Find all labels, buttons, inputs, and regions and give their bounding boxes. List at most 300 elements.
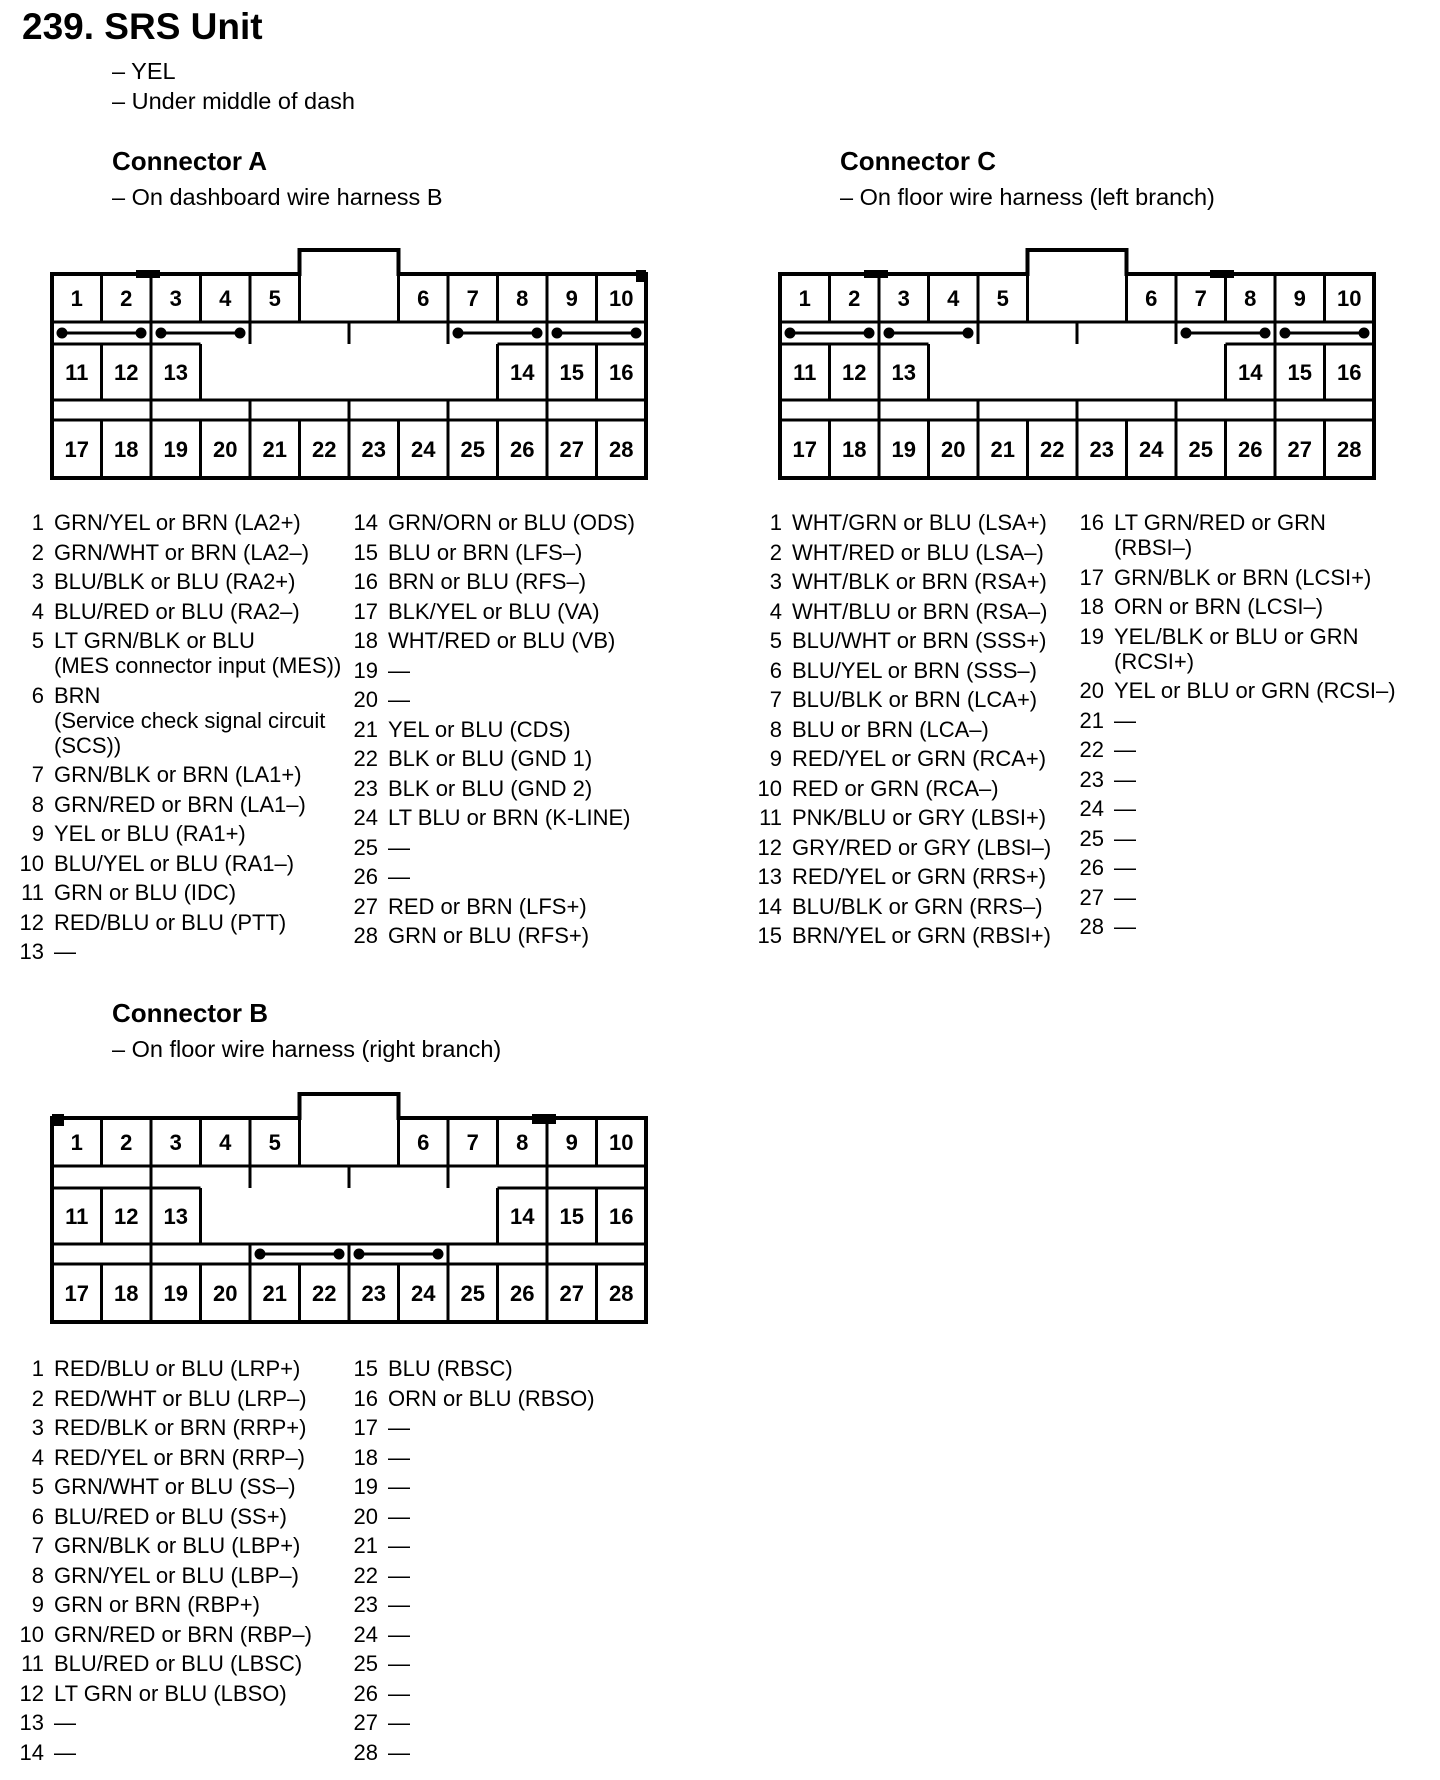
- pin-number: 14: [757, 893, 782, 919]
- pin-description: RED or BRN (LFS+): [388, 893, 587, 919]
- pin-row: [752, 626, 1082, 656]
- pin-description: BLU/YEL or BLU (RA1–): [54, 850, 295, 876]
- pin-row: [348, 1472, 658, 1502]
- pin-row: [752, 685, 1082, 715]
- pin-description: RED/YEL or BRN (RRP–): [54, 1444, 306, 1470]
- pin-number: 1: [70, 1130, 83, 1155]
- pin-number: 25: [353, 1651, 378, 1676]
- shorting-bar-end: [532, 328, 542, 338]
- pin-row: [348, 1679, 658, 1709]
- pin-number: 19: [1079, 623, 1104, 649]
- pin-description: —: [388, 1592, 410, 1617]
- pin-row: [348, 1561, 658, 1591]
- pin-number: 16: [609, 1204, 634, 1229]
- pin-number: 27: [559, 1281, 584, 1306]
- pin-number: 5: [268, 1130, 281, 1155]
- pin-description: GRN/WHT or BRN (LA2–): [54, 539, 310, 565]
- pin-row: [752, 656, 1082, 686]
- pin-description: WHT/GRN or BLU (LSA+): [792, 510, 1047, 535]
- pin-number: 2: [769, 539, 782, 565]
- pin-description: PNK/BLU or GRY (LBSI+): [792, 805, 1047, 830]
- pin-row: [752, 538, 1082, 568]
- pin-row: [14, 1413, 344, 1443]
- pin-description: —: [388, 864, 410, 889]
- shorting-bar-end: [334, 1249, 344, 1259]
- pin-number: 27: [353, 1710, 378, 1735]
- connector-b-location: – On floor wire harness (right branch): [112, 1036, 502, 1062]
- pin-description: —: [388, 657, 410, 683]
- pin-description: BLK or BLU (GND 2): [388, 775, 593, 801]
- pin-row: [752, 508, 1082, 538]
- pin-description: LT GRN/RED or GRN: [1114, 510, 1326, 535]
- pin-number: 21: [990, 437, 1015, 462]
- pin-number: 14: [510, 1204, 535, 1229]
- shorting-bar-end: [963, 328, 973, 338]
- latch-mark: [52, 1114, 64, 1126]
- pin-number: 10: [1337, 286, 1362, 311]
- pin-number: 10: [609, 1130, 634, 1155]
- pin-description: WHT/BLK or BRN (RSA+): [792, 569, 1047, 594]
- pin-description: RED/BLK or BRN (RRP+): [54, 1415, 307, 1440]
- connector-b-pin-list-left: [14, 1354, 344, 1767]
- pin-number: 9: [565, 1130, 578, 1155]
- pin-row: [348, 1502, 658, 1532]
- pin-row: [1074, 853, 1434, 883]
- shorting-bar-end: [864, 328, 874, 338]
- pin-number: 21: [1079, 707, 1104, 733]
- pin-number: 24: [353, 1621, 378, 1647]
- pin-description: ORN or BRN (LCSI–): [1114, 594, 1324, 619]
- connector-a-pin-list-right: [348, 508, 658, 951]
- pin-row: [1074, 912, 1434, 942]
- pin-description: BLU or BRN (LCA–): [792, 716, 989, 742]
- pin-row: [14, 878, 344, 908]
- pin-number: 26: [353, 1680, 378, 1706]
- connector-c-pin-list-left: [752, 508, 1082, 951]
- pin-number: 17: [1079, 564, 1104, 590]
- pin-number: 9: [31, 1592, 44, 1617]
- pin-number: 1: [31, 510, 44, 535]
- pin-row: [14, 790, 344, 820]
- pin-description: —: [388, 834, 410, 860]
- pin-number: 14: [1238, 360, 1263, 385]
- pin-number: 22: [353, 746, 378, 771]
- pin-number: 5: [769, 628, 782, 653]
- shorting-bar-end: [1280, 328, 1290, 338]
- pin-number: 7: [1194, 286, 1207, 311]
- pin-number: 26: [353, 864, 378, 889]
- pin-number: 25: [1188, 437, 1213, 462]
- pin-description: GRN/ORN or BLU (ODS): [388, 510, 635, 535]
- pin-row: [348, 1649, 658, 1679]
- pin-number: 15: [353, 1356, 378, 1381]
- pin-number: 4: [769, 598, 782, 624]
- pin-number: 4: [219, 286, 232, 311]
- pin-description: —: [388, 1651, 410, 1676]
- cavity-divider: [929, 344, 1226, 400]
- pin-row: [752, 833, 1082, 863]
- pin-description: —: [388, 1474, 410, 1499]
- pin-number: 1: [769, 510, 782, 535]
- pin-number: 23: [361, 437, 386, 462]
- pin-number: 24: [411, 1281, 436, 1306]
- pin-number: 12: [757, 834, 782, 860]
- pin-row: [14, 1443, 344, 1473]
- pin-row: [752, 774, 1082, 804]
- pin-number: 25: [1079, 825, 1104, 851]
- pin-number: 8: [516, 1130, 529, 1155]
- pin-description: —: [388, 1444, 410, 1470]
- pin-description: (SCS)): [54, 732, 122, 758]
- pin-description: BRN: [54, 682, 101, 708]
- pin-row: [14, 1649, 344, 1679]
- pin-row: [14, 1679, 344, 1709]
- pin-description: GRN/YEL or BRN (LA2+): [54, 510, 301, 535]
- pin-row: [14, 567, 344, 597]
- page-title: 239. SRS Unit: [22, 6, 263, 47]
- pin-number: 20: [353, 687, 378, 712]
- pin-number: 23: [353, 1592, 378, 1617]
- connector-c-face: [776, 246, 1388, 482]
- pin-number: 7: [466, 1130, 479, 1155]
- latch-mark: [1210, 270, 1234, 278]
- cavity-divider: [201, 1188, 498, 1244]
- latch-mark: [136, 270, 160, 278]
- pin-number: 27: [353, 893, 378, 919]
- pin-description: GRN/BLK or BRN (LCSI+): [1114, 564, 1372, 590]
- pin-row: [348, 1738, 658, 1768]
- pin-number: 11: [793, 360, 817, 385]
- latch-mark: [636, 270, 646, 282]
- pin-row: [1074, 735, 1434, 765]
- pin-number: 26: [1079, 855, 1104, 880]
- pin-number: 5: [31, 1474, 44, 1499]
- pin-number: 17: [353, 1415, 378, 1440]
- pin-number: 7: [466, 286, 479, 311]
- pin-number: 14: [19, 1739, 44, 1765]
- pin-number: 7: [31, 1533, 44, 1558]
- connector-a-title: Connector A: [112, 146, 268, 176]
- pin-description: GRN/BLK or BLU (LBP+): [54, 1533, 301, 1558]
- pin-number: 14: [510, 360, 535, 385]
- pin-row: [752, 862, 1082, 892]
- pin-row: [752, 892, 1082, 922]
- pin-description: —: [1114, 914, 1136, 939]
- pin-number: 27: [1287, 437, 1312, 462]
- pin-number: 15: [757, 923, 782, 948]
- pin-number: 17: [64, 1281, 89, 1306]
- pin-description: —: [388, 1562, 410, 1588]
- pin-number: 8: [1244, 286, 1257, 311]
- pin-number: 2: [120, 1130, 133, 1155]
- pin-row: [1074, 794, 1434, 824]
- pin-row: [752, 921, 1082, 951]
- pin-number: 22: [312, 437, 337, 462]
- pin-description: RED/WHT or BLU (LRP–): [54, 1385, 307, 1411]
- pin-description: WHT/RED or BLU (LSA–): [792, 539, 1044, 565]
- shorting-bar-end: [1359, 328, 1369, 338]
- pin-number: 19: [353, 1474, 378, 1499]
- cavity-divider: [201, 344, 498, 400]
- pin-description: BLU/RED or BLU (SS+): [54, 1503, 287, 1529]
- pin-description: RED or GRN (RCA–): [792, 775, 999, 801]
- connector-c-title: Connector C: [840, 146, 996, 176]
- shorting-bar-end: [552, 328, 562, 338]
- pin-row: [348, 833, 658, 863]
- pin-row: [1074, 676, 1434, 706]
- pin-row: [14, 706, 344, 731]
- pin-row: [348, 1354, 658, 1384]
- pin-number: 1: [798, 286, 811, 311]
- pin-number: 6: [1145, 286, 1158, 311]
- pin-number: 28: [609, 1281, 634, 1306]
- pin-row: [14, 1354, 344, 1384]
- pin-number: 27: [559, 437, 584, 462]
- pin-description: RED/BLU or BLU (PTT): [54, 909, 287, 935]
- pin-description: BLU/RED or BLU (RA2–): [54, 598, 300, 624]
- shorting-bar-end: [57, 328, 67, 338]
- pin-description: LT BLU or BRN (K-LINE): [388, 805, 631, 830]
- pin-row: [14, 1561, 344, 1591]
- pin-description: —: [388, 1533, 410, 1558]
- pin-row: [14, 1531, 344, 1561]
- pin-number: 8: [769, 716, 782, 742]
- pin-row: [1074, 533, 1434, 563]
- pin-description: BLK/YEL or BLU (VA): [388, 598, 600, 624]
- connector-a-pin-list-left: [14, 508, 344, 967]
- pin-row: [752, 744, 1082, 774]
- pin-number: 2: [31, 539, 44, 565]
- pin-number: 23: [1089, 437, 1114, 462]
- latch-mark: [864, 270, 888, 278]
- pin-number: 23: [361, 1281, 386, 1306]
- pin-row: [348, 1708, 658, 1738]
- pin-description: —: [388, 1710, 410, 1735]
- pin-row: [348, 656, 658, 686]
- pin-description: GRN or BRN (RBP+): [54, 1592, 260, 1617]
- pin-number: 4: [947, 286, 960, 311]
- pin-description: RED/YEL or GRN (RCA+): [792, 746, 1047, 771]
- shorting-bar-end: [433, 1249, 443, 1259]
- shorting-bar-end: [884, 328, 894, 338]
- pin-number: 11: [21, 880, 44, 905]
- pin-number: 28: [353, 1739, 378, 1765]
- pin-description: —: [1114, 766, 1136, 792]
- pin-row: [752, 715, 1082, 745]
- pin-number: 2: [848, 286, 861, 311]
- pin-number: 2: [120, 286, 133, 311]
- pin-row: [1074, 508, 1434, 533]
- pin-row: [348, 892, 658, 922]
- pin-description: —: [1114, 737, 1136, 762]
- pin-row: [14, 908, 344, 938]
- pin-description: —: [388, 687, 410, 712]
- pin-number: 20: [213, 1281, 238, 1306]
- pin-number: 18: [842, 437, 867, 462]
- pin-number: 13: [163, 360, 188, 385]
- pin-row: [14, 731, 344, 761]
- pin-row: [1074, 706, 1434, 736]
- pin-description: —: [388, 1621, 410, 1647]
- pin-number: 4: [219, 1130, 232, 1155]
- pin-row: [348, 685, 658, 715]
- pin-description: GRN or BLU (IDC): [54, 880, 237, 905]
- pin-number: 25: [460, 1281, 485, 1306]
- pin-description: GRN/RED or BRN (RBP–): [54, 1621, 312, 1647]
- pin-number: 8: [31, 1562, 44, 1588]
- pin-number: 3: [169, 1130, 182, 1155]
- pin-number: 28: [353, 923, 378, 948]
- pin-number: 21: [262, 1281, 287, 1306]
- pin-number: 1: [31, 1356, 44, 1381]
- pin-description: YEL or BLU (RA1+): [54, 821, 246, 846]
- connector-b-diagram: [48, 1090, 660, 1326]
- connector-a-diagram: [48, 246, 660, 482]
- pin-row: [348, 1531, 658, 1561]
- pin-number: 5: [996, 286, 1009, 311]
- pin-description: BLU/BLK or BLU (RA2+): [54, 569, 296, 594]
- pin-number: 18: [1079, 594, 1104, 619]
- pin-row: [1074, 592, 1434, 622]
- pin-description: —: [1114, 825, 1136, 851]
- pin-description: LT GRN/BLK or BLU: [54, 628, 255, 653]
- pin-number: 15: [559, 1204, 584, 1229]
- pin-number: 22: [1079, 737, 1104, 762]
- pin-number: 10: [19, 1621, 44, 1647]
- pin-number: 13: [19, 939, 44, 964]
- pin-row: [14, 1738, 344, 1768]
- pin-number: 20: [213, 437, 238, 462]
- pin-description: GRN/WHT or BLU (SS–): [54, 1474, 296, 1499]
- pin-number: 20: [941, 437, 966, 462]
- pin-number: 22: [312, 1281, 337, 1306]
- connector-b-pin-list-right: [348, 1354, 658, 1767]
- pin-number: 12: [114, 1204, 139, 1229]
- pin-number: 13: [19, 1710, 44, 1735]
- pin-row: [752, 597, 1082, 627]
- connector-a-location: – On dashboard wire harness B: [112, 184, 443, 210]
- pin-number: 26: [510, 1281, 535, 1306]
- pin-number: 21: [353, 716, 378, 742]
- pin-number: 7: [769, 687, 782, 712]
- pin-description: BLU or BRN (LFS–): [388, 539, 583, 565]
- pin-number: 24: [353, 805, 378, 830]
- pin-row: [752, 803, 1082, 833]
- shorting-bar-end: [453, 328, 463, 338]
- pin-description: YEL or BLU (CDS): [388, 716, 571, 742]
- pin-description: RED/BLU or BLU (LRP+): [54, 1356, 301, 1381]
- pin-number: 3: [169, 286, 182, 311]
- shorting-bar-end: [785, 328, 795, 338]
- pin-row: [14, 681, 344, 706]
- pin-number: 4: [31, 598, 44, 624]
- pin-description: LT GRN or BLU (LBSO): [54, 1680, 287, 1706]
- connector-c-pin-list-right: [1074, 508, 1434, 942]
- pin-number: 17: [792, 437, 817, 462]
- pin-number: 12: [19, 909, 44, 935]
- pin-number: 3: [31, 569, 44, 594]
- pin-row: [14, 819, 344, 849]
- pin-description: WHT/RED or BLU (VB): [388, 628, 616, 653]
- color-note: – YEL: [112, 58, 176, 84]
- pin-number: 11: [759, 805, 782, 830]
- pin-description: YEL/BLK or BLU or GRN: [1114, 623, 1359, 649]
- pin-number: 21: [353, 1533, 378, 1558]
- pin-number: 26: [1238, 437, 1263, 462]
- pin-row: [348, 1620, 658, 1650]
- pin-description: —: [1114, 707, 1136, 733]
- pin-number: 9: [1293, 286, 1306, 311]
- pin-description: ORN or BLU (RBSO): [388, 1385, 595, 1411]
- pin-row: [348, 862, 658, 892]
- pin-number: 18: [353, 628, 378, 653]
- pin-number: 17: [64, 437, 89, 462]
- pin-description: —: [54, 1710, 76, 1735]
- pin-row: [14, 760, 344, 790]
- pin-number: 26: [510, 437, 535, 462]
- pin-description: GRN/YEL or BLU (LBP–): [54, 1562, 299, 1588]
- pin-description: (RCSI+): [1114, 648, 1195, 674]
- pin-number: 19: [891, 437, 916, 462]
- pin-row: [348, 1384, 658, 1414]
- pin-number: 20: [353, 1503, 378, 1529]
- pin-description: (RBSI–): [1114, 535, 1193, 560]
- pin-number: 16: [609, 360, 634, 385]
- shorting-bar-end: [136, 328, 146, 338]
- pin-number: 15: [559, 360, 584, 385]
- pin-number: 21: [262, 437, 287, 462]
- pin-number: 3: [897, 286, 910, 311]
- pin-number: 15: [1287, 360, 1312, 385]
- pin-row: [14, 937, 344, 967]
- pin-description: GRN/RED or BRN (LA1–): [54, 791, 306, 817]
- pin-description: BLK or BLU (GND 1): [388, 746, 593, 771]
- pin-description: YEL or BLU or GRN (RCSI–): [1114, 678, 1396, 703]
- pin-description: BLU/WHT or BRN (SSS+): [792, 628, 1047, 653]
- connector-c-diagram: [776, 246, 1388, 482]
- connector-b-title: Connector B: [112, 998, 268, 1028]
- pin-number: 12: [842, 360, 867, 385]
- pin-number: 6: [769, 657, 782, 683]
- pin-description: WHT/BLU or BRN (RSA–): [792, 598, 1048, 624]
- pin-number: 10: [19, 850, 44, 876]
- pin-number: 18: [114, 1281, 139, 1306]
- pin-row: [1074, 824, 1434, 854]
- pin-row: [14, 849, 344, 879]
- pin-row: [1074, 563, 1434, 593]
- pin-number: 25: [460, 437, 485, 462]
- pin-row: [348, 597, 658, 627]
- pin-number: 5: [268, 286, 281, 311]
- pin-number: 23: [353, 775, 378, 801]
- pin-number: 25: [353, 834, 378, 860]
- pin-description: —: [388, 1739, 410, 1765]
- shorting-bar-end: [1260, 328, 1270, 338]
- pin-number: 12: [19, 1680, 44, 1706]
- pin-number: 3: [31, 1415, 44, 1440]
- pin-number: 4: [31, 1444, 44, 1470]
- shorting-bar-end: [354, 1249, 364, 1259]
- pin-number: 6: [31, 682, 44, 708]
- pin-description: BLU/RED or BLU (LBSC): [54, 1651, 303, 1676]
- pin-number: 22: [1040, 437, 1065, 462]
- pin-number: 28: [609, 437, 634, 462]
- pin-row: [348, 744, 658, 774]
- pin-description: GRY/RED or GRY (LBSI–): [792, 834, 1052, 860]
- pin-number: 28: [1079, 914, 1104, 939]
- pin-row: [14, 1708, 344, 1738]
- pin-number: 12: [114, 360, 139, 385]
